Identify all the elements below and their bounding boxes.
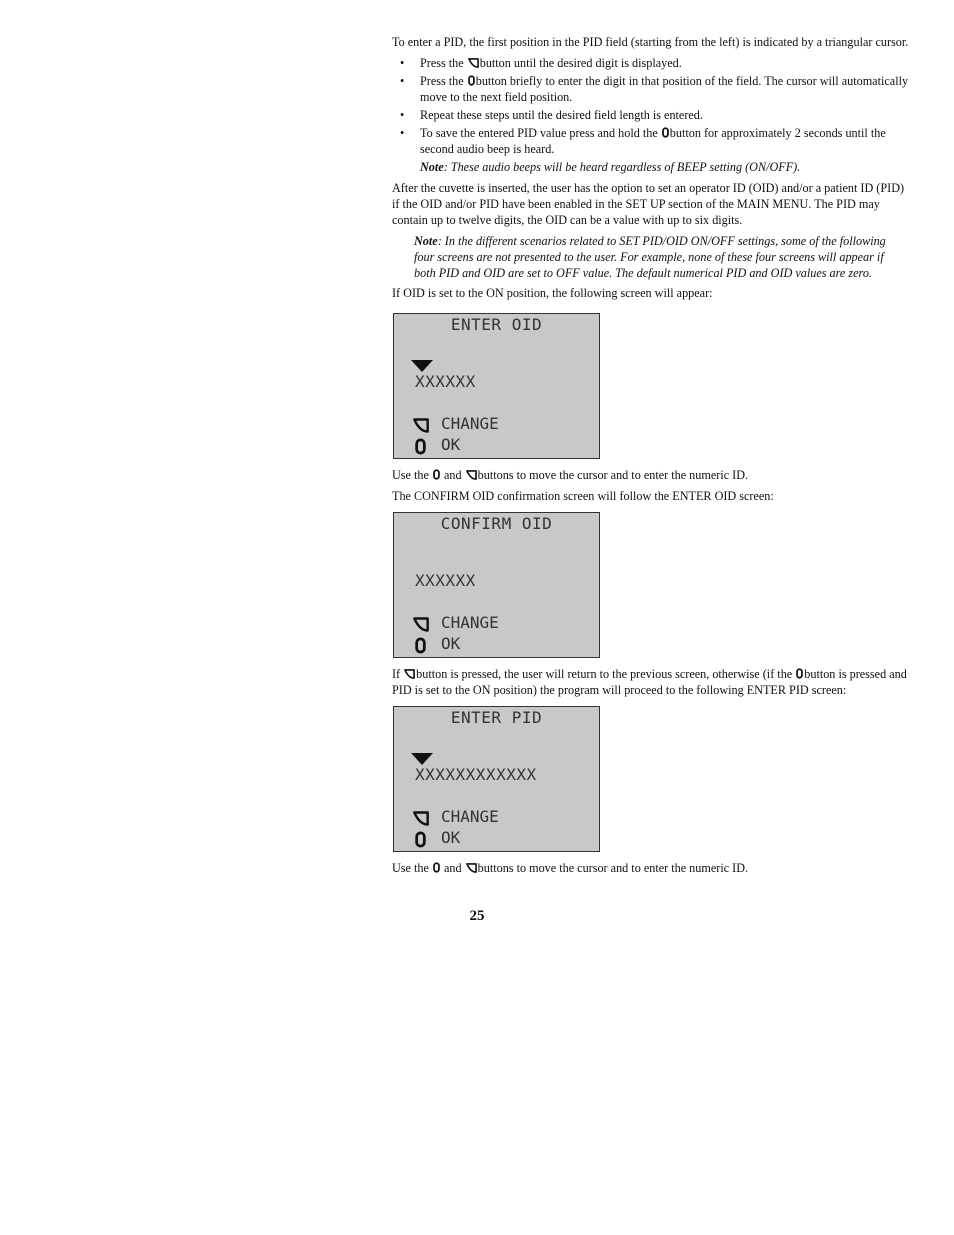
intro-paragraph: To enter a PID, the first position in the PID field (starting from the left) is indicated by a triangular cursor. xyxy=(392,35,909,49)
confirm-text: The CONFIRM OID confirmation screen will follow the ENTER OID screen: xyxy=(392,489,774,503)
change-button-icon xyxy=(466,470,477,480)
ok-button-icon xyxy=(468,75,475,86)
oid-on-text: If OID is set to the ON position, the following screen will appear: xyxy=(392,286,713,300)
list-item: • Repeat these steps until the desired field length is entered. xyxy=(392,107,912,123)
lcd-screen-enter-oid: ENTER OID XXXXXX CHANGE OK xyxy=(393,313,600,459)
scenario-note: Note: In the different scenarios related to SET PID/OID ON/OFF settings, some of the following four screens are not presented to the user. For example, none of these four screens will appear if both PID and OID are set to OFF value. The default numerical PID and OID values are zero. xyxy=(414,234,886,280)
ok-button-icon xyxy=(662,127,669,138)
triangle-cursor-icon xyxy=(411,753,433,765)
change-button-icon xyxy=(468,58,479,68)
change-button-icon xyxy=(413,617,429,632)
page-number: 25 xyxy=(469,908,485,924)
lcd-title: ENTER OID xyxy=(450,315,543,334)
if-pressed-text: If button is pressed, the user will return to the previous screen, otherwise (if the button is pressed and PID is set to the ON position) the program will proceed to the following ENTER PID screen: xyxy=(392,667,907,697)
ok-button-icon xyxy=(415,831,426,848)
triangle-cursor-icon xyxy=(411,360,433,372)
lcd-id-field: XXXXXXXXXXXX xyxy=(415,765,537,784)
manual-page-column xyxy=(392,34,912,881)
change-button-icon xyxy=(413,418,429,433)
lcd-screen-confirm-oid: CONFIRM OID XXXXXX CHANGE OK xyxy=(393,512,600,658)
lcd-title: CONFIRM OID xyxy=(440,514,553,533)
beep-note: Note: These audio beeps will be heard regardless of BEEP setting (ON/OFF). xyxy=(420,160,801,174)
ok-button-icon xyxy=(796,668,803,679)
use-buttons-text: Use the and buttons to move the cursor and to enter the numeric ID. xyxy=(392,468,749,482)
lcd-id-field: XXXXXX xyxy=(415,372,476,391)
cuvette-paragraph: After the cuvette is inserted, the user has the option to set an operator ID (OID) and/or a patient ID (PID) if the OID and/or PID have been enabled in the SET UP section of the MAIN MENU. The PID may contain up to twelve digits, the OID can be a value with up to six digits. xyxy=(392,181,905,227)
use-buttons-text: Use the and buttons to move the cursor and to enter the numeric ID. xyxy=(392,861,749,875)
lcd-title: ENTER PID xyxy=(450,708,543,727)
change-button-icon xyxy=(413,811,429,826)
lcd-screen-enter-pid: ENTER PID XXXXXXXXXXXX CHANGE OK xyxy=(393,706,600,852)
list-item: • Press the button until the desired digit is displayed. xyxy=(392,55,912,71)
lcd-id-field: XXXXXX xyxy=(415,571,476,590)
list-item: • To save the entered PID value press and hold the button for approximately 2 seconds until the second audio beep is heard. xyxy=(392,125,912,157)
ok-button-icon xyxy=(415,438,426,455)
change-button-icon xyxy=(404,669,415,679)
ok-button-icon xyxy=(433,469,440,480)
change-button-icon xyxy=(466,863,477,873)
list-item: • Press the button briefly to enter the digit in that position of the field. The cursor will automatically move to the next field position. xyxy=(392,73,912,105)
ok-button-icon xyxy=(415,637,426,654)
pid-entry-steps xyxy=(392,55,912,157)
ok-button-icon xyxy=(433,862,440,873)
